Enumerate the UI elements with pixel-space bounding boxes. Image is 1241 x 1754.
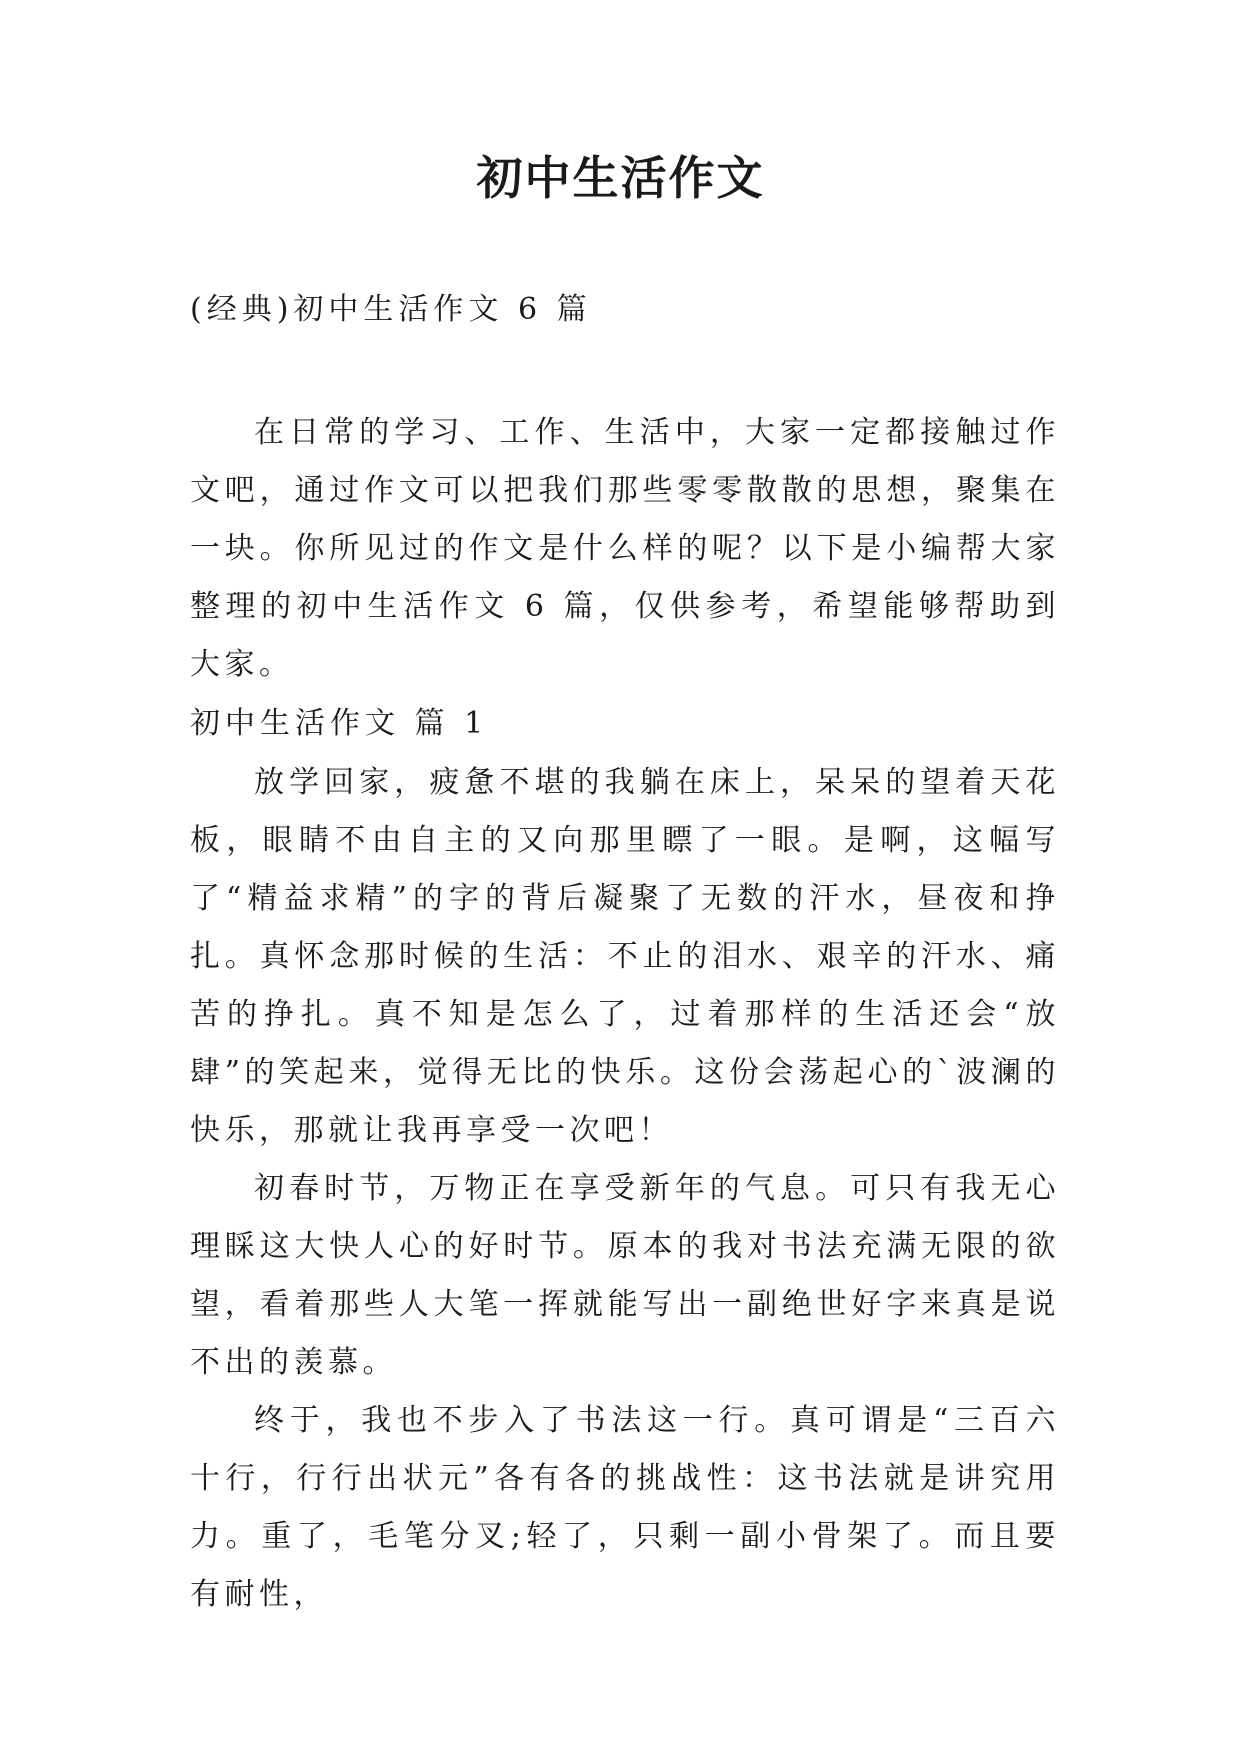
document-subtitle: (经典)初中生活作文 6 篇 [190,292,592,327]
body-paragraph-2: 初春时节，万物正在享受新年的气息。可只有我无心理睬这大快人心的好时节。原本的我对书法充满无限的欲望，看着那些人大笔一挥就能写出一副绝世好字来真是说不出的羡慕。 [190,1171,1060,1380]
intro-block [190,404,1060,694]
body-paragraph-3: 终于，我也不步入了书法这一行。真可谓是“三百六十行，行行出状元”各有各的挑战性：这书法就是讲究用力。重了，毛笔分叉;轻了，只剩一副小骨架了。而且要有耐性， [190,1403,1060,1612]
intro-paragraph: 在日常的学习、工作、生活中，大家一定都接触过作文吧，通过作文可以把我们那些零零散散的思想，聚集在一块。你所见过的作文是什么样的呢？以下是小编帮大家整理的初中生活作文 6 篇，仅供参考，希望能够帮助到大家。 [190,415,1060,682]
section-body [190,754,1060,1624]
document-title: 初中生活作文 [476,151,765,205]
section-heading: 初中生活作文 篇 1 [190,706,489,741]
body-paragraph-1: 放学回家，疲惫不堪的我躺在床上，呆呆的望着天花板，眼睛不由自主的又向那里瞟了一眼。是啊，这幅写了“精益求精”的字的背后凝聚了无数的汗水，昼夜和挣扎。真怀念那时候的生活：不止的泪水、艰辛的汗水、痛苦的挣扎。真不知是怎么了，过着那样的生活还会“放肆”的笑起来，觉得无比的快乐。这份会荡起心的`波澜的快乐，那就让我再享受一次吧！ [190,765,1060,1148]
